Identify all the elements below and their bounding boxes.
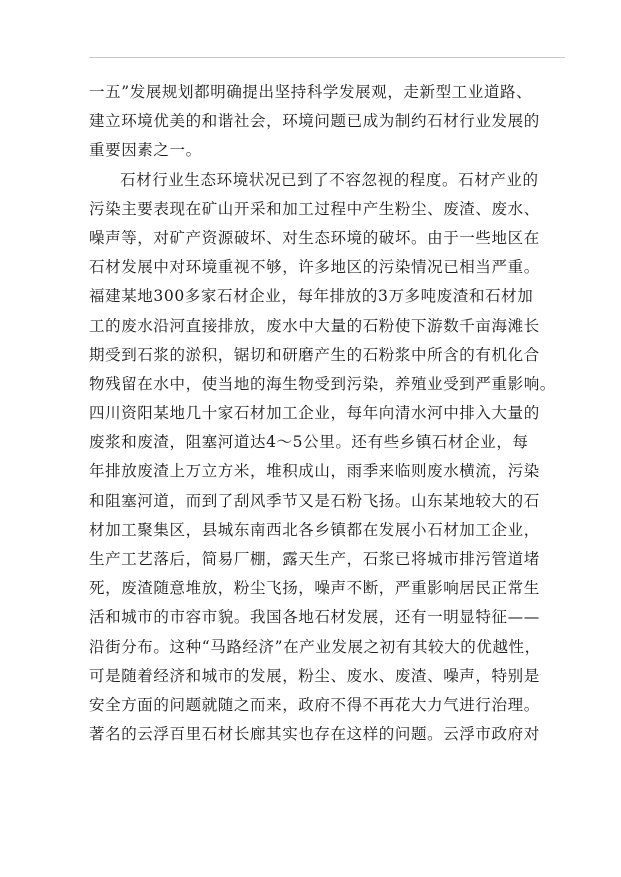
text-line: 死，废渣随意堆放，粉尘飞扬，噪声不断，严重影响居民正常生 [89,579,540,598]
text-line: 材加工聚集区，县城东南西北各乡镇都在发展小石材加工企业， [89,520,540,539]
text-line: 污染主要表现在矿山开采和加工过程中产生粉尘、废渣、废水、 [89,199,540,218]
text-line: 活和城市的市容市貌。我国各地石材发展，还有一明显特征—— [89,608,540,627]
text-line: 生产工艺落后，简易厂棚，露天生产，石浆已将城市排污管道堵 [89,550,540,568]
text-line: 石材发展中对环境重视不够，许多地区的污染情况已相当严重。 [89,258,540,277]
text-line: 福建某地300多家石材企业，每年排放的3万多吨废渣和石材加 [89,287,534,306]
text-line: 物残留在水中，使当地的海生物受到污染，养殖业受到严重影响。 [89,374,556,393]
text-line: 废浆和废渣，阻塞河道达4～5公里。还有些乡镇石材企业，每 [89,433,529,452]
text-line: 和阻塞河道，而到了刮风季节又是石粉飞扬。山东某地较大的石 [89,491,540,510]
text-line: 年排放废渣上万立方米，堆积成山，雨季来临则废水横流，污染 [89,462,540,481]
text-line: 期受到石浆的淤积，锯切和研磨产生的石粉浆中所含的有机化合 [89,345,540,364]
text-line: 安全方面的问题就随之而来，政府不得不再花大力气进行治理。 [89,695,540,714]
document-body [89,78,569,749]
text-line: 一五”发展规划都明确提出坚持科学发展观，走新型工业道路、 [89,83,533,101]
header-rule [89,57,565,58]
text-line: 四川资阳某地几十家石材加工企业，每年向清水河中排入大量的 [89,404,540,423]
text-line: 建立环境优美的和谐社会，环境问题已成为制约石材行业发展的 [89,112,540,131]
text-line: 可是随着经济和城市的发展，粉尘、废水、废渣、噪声，特别是 [89,666,540,685]
text-line: 著名的云浮百里石材长廊其实也存在这样的问题。云浮市政府对 [89,725,540,744]
text-line: 工的废水沿河直接排放，废水中大量的石粉使下游数千亩海滩长 [89,316,540,335]
text-line: 重要因素之一。 [89,141,202,160]
text-line: 沿街分布。这种“马路经济”在产业发展之初有其较大的优越性， [89,637,541,656]
text-line: 噪声等，对矿产资源破坏、对生态环境的破坏。由于一些地区在 [89,228,540,247]
paragraph-first-line: 石材行业生态环境状况已到了不容忽视的程度。石材产业的 [120,170,539,189]
